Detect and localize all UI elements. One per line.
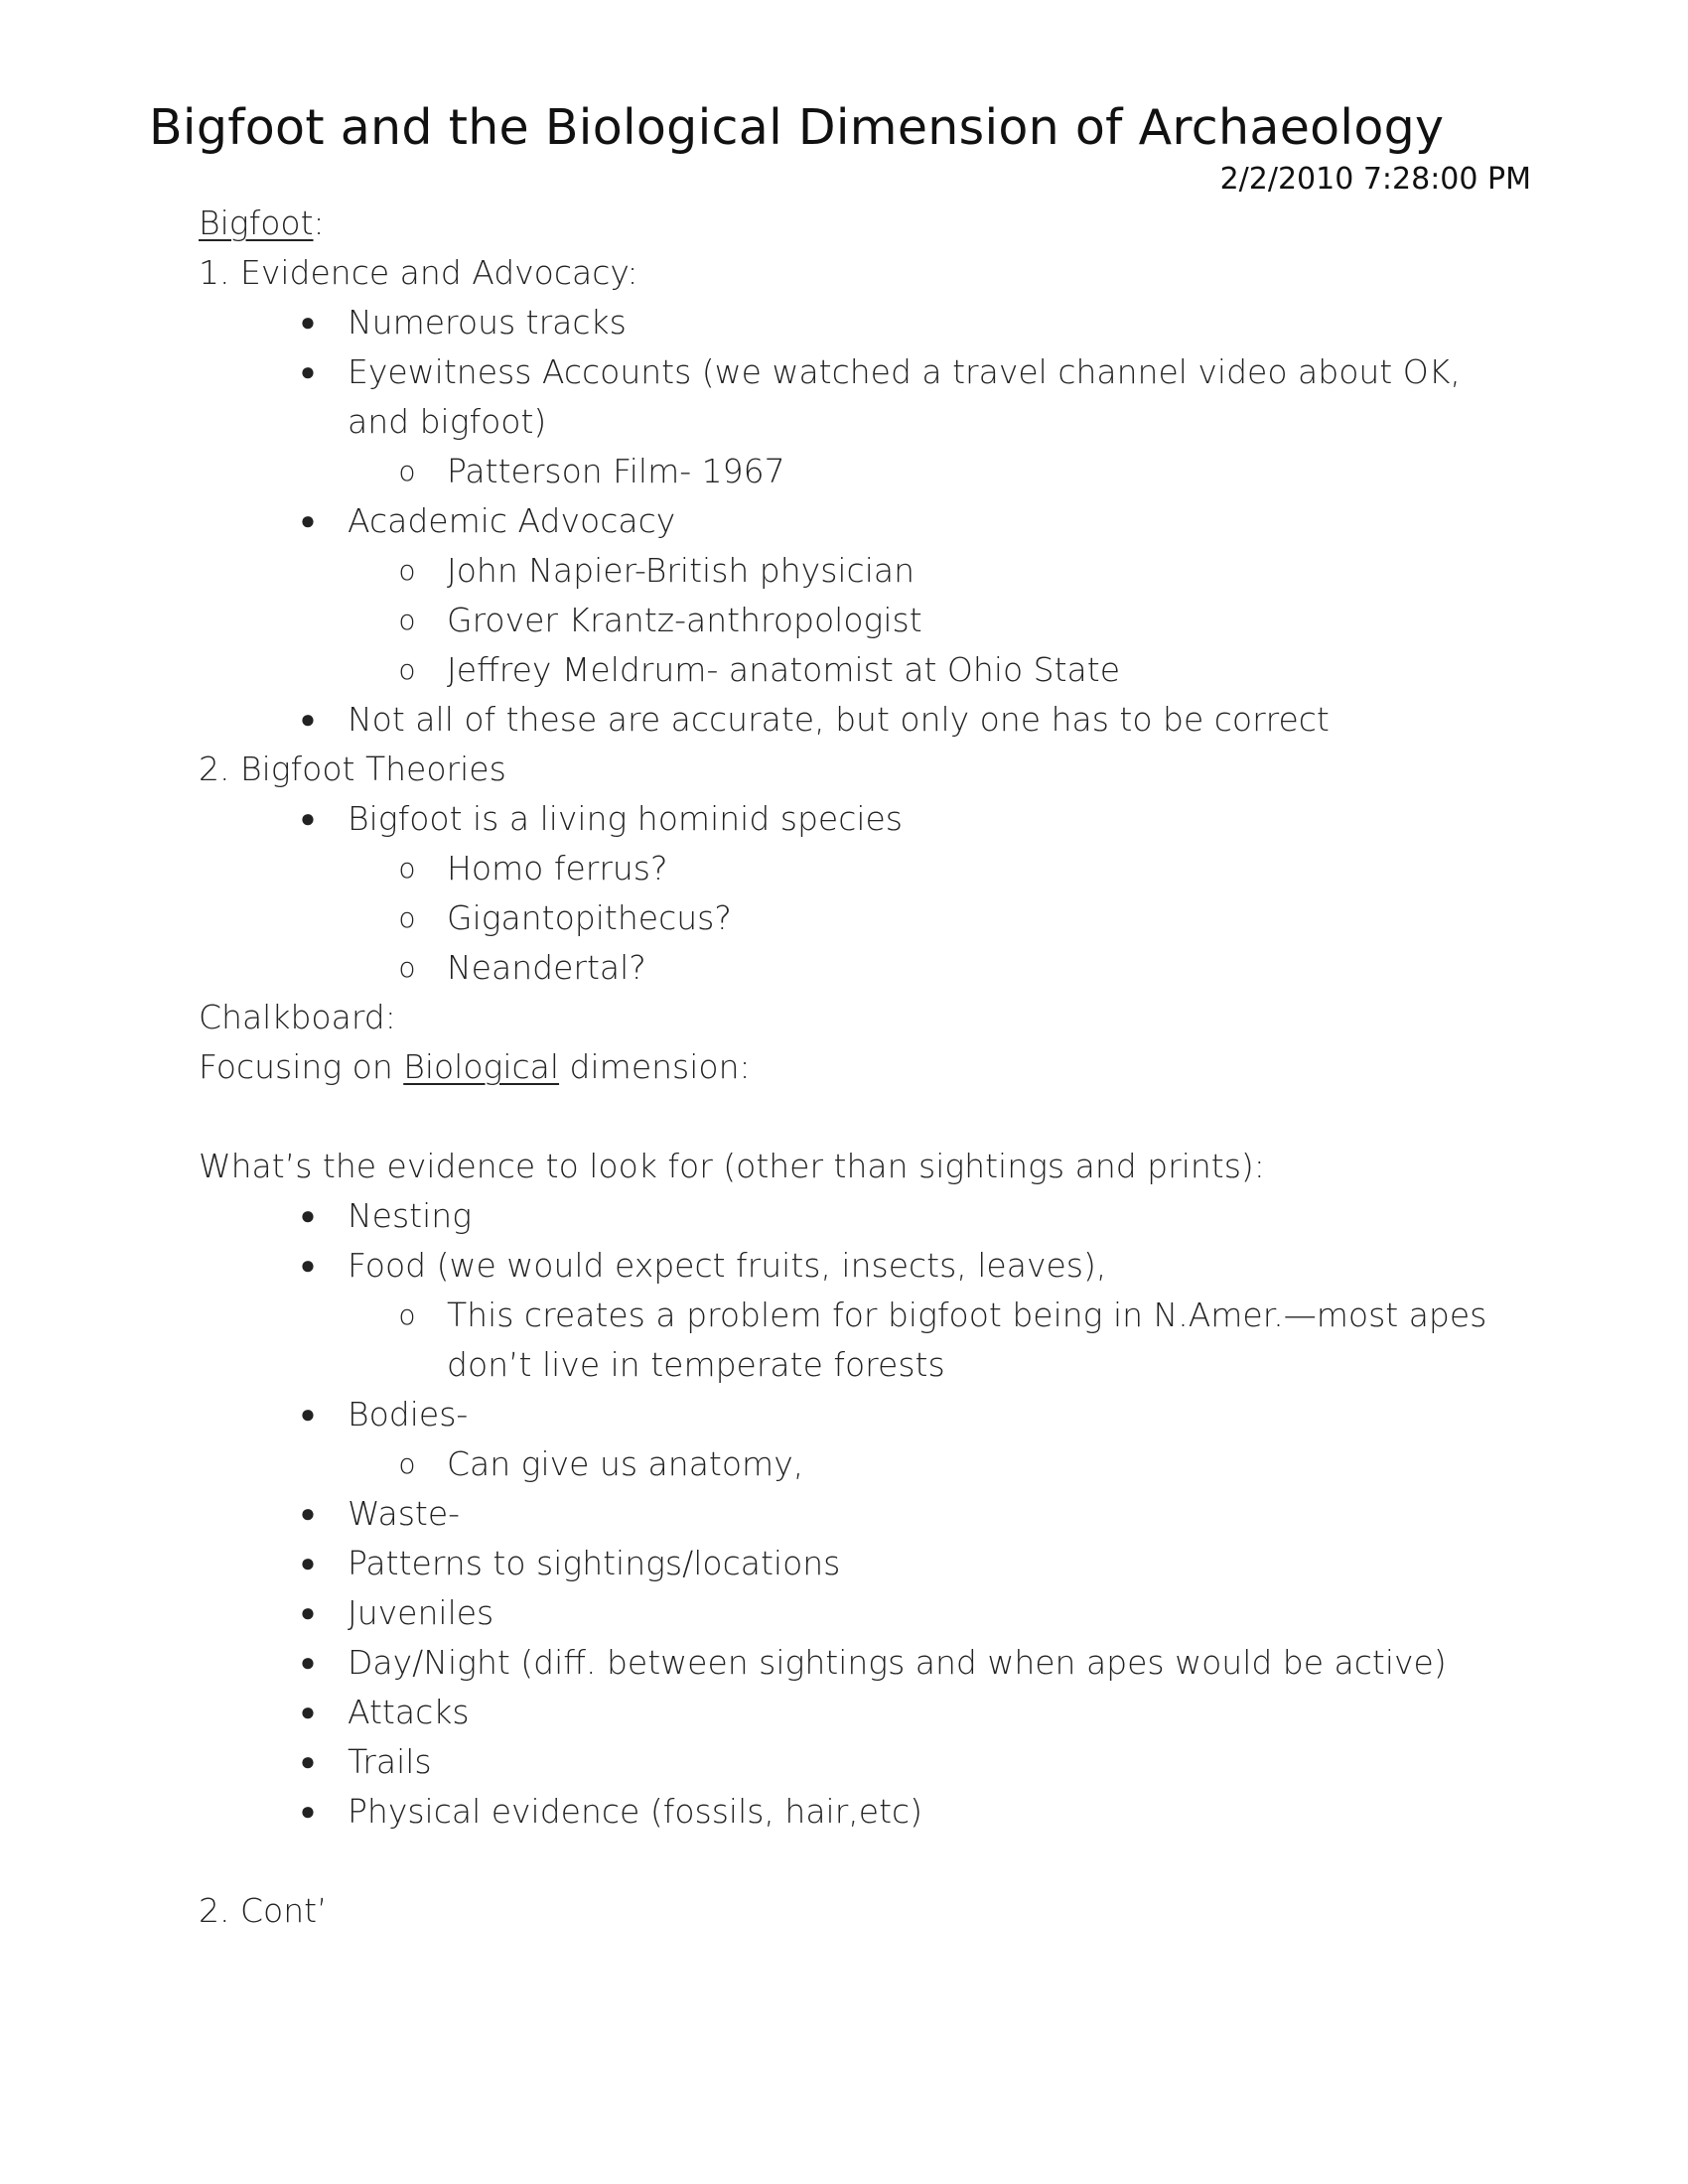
notes-body [199, 199, 1529, 1936]
bigfoot-heading-text: Bigfoot [199, 204, 314, 242]
bullet-icon: ● [300, 1400, 316, 1430]
list-item-text: Trails [348, 1742, 432, 1781]
sub-list-item-text: Can give us anatomy, [447, 1444, 804, 1483]
sub-list-item [199, 645, 1529, 695]
list-item [199, 1787, 1529, 1837]
list-item-text: Attacks [348, 1693, 470, 1731]
bullet-icon: ● [300, 1747, 316, 1777]
bullet-icon: ● [300, 1549, 316, 1578]
bullet-icon: ● [300, 804, 316, 834]
focus-prefix: Focusing on [199, 1047, 404, 1086]
list-item [199, 1191, 1529, 1241]
section-heading: 1. Evidence and Advocacy: [199, 253, 638, 292]
sub-list-item-text: Grover Krantz-anthropologist [447, 601, 922, 639]
list-item-text: Nesting [348, 1196, 473, 1235]
list-item-text: Day/Night (diff. between sightings and when apes would be active) [348, 1643, 1447, 1682]
list-item [199, 1737, 1529, 1787]
list-item [199, 347, 1529, 447]
blank-line [199, 1837, 1529, 1886]
chalkboard-heading: Chalkboard: [199, 998, 396, 1036]
list-item [199, 794, 1529, 844]
sub-list-item [199, 943, 1529, 993]
list-item-text: Numerous tracks [348, 303, 627, 341]
list-item-text: Juveniles [348, 1593, 494, 1632]
circle-bullet-icon: o [398, 554, 416, 587]
list-item [199, 1588, 1529, 1638]
sub-list-item-text: Gigantopithecus? [447, 898, 732, 937]
circle-bullet-icon: o [398, 653, 416, 686]
bigfoot-heading-colon: : [313, 204, 325, 242]
list-item-text: Eyewitness Accounts (we watched a travel channel video about OK, and bigfoot) [348, 352, 1461, 441]
timestamp: 2/2/2010 7:28:00 PM [1219, 162, 1531, 197]
circle-bullet-icon: o [398, 951, 416, 984]
list-item [199, 1638, 1529, 1688]
sub-list-item [199, 1291, 1529, 1390]
focus-suffix: dimension: [559, 1047, 751, 1086]
circle-bullet-icon: o [398, 901, 416, 934]
list-item-text: Food (we would expect fruits, insects, leaves), [348, 1246, 1107, 1285]
bullet-icon: ● [300, 1201, 316, 1231]
circle-bullet-icon: o [398, 1447, 416, 1480]
list-item [199, 298, 1529, 347]
evidence-question: What’s the evidence to look for (other than sightings and prints): [199, 1147, 1265, 1185]
sub-list-item [199, 546, 1529, 596]
list-item [199, 1241, 1529, 1291]
focus-word: Biological [403, 1047, 560, 1086]
bullet-icon: ● [300, 308, 316, 338]
bullet-icon: ● [300, 1251, 316, 1281]
list-item-text: Not all of these are accurate, but only one has to be correct [348, 700, 1330, 739]
list-item-text: Waste- [348, 1494, 461, 1533]
list-item [199, 1539, 1529, 1588]
blank-line [199, 1092, 1529, 1142]
sub-list-item-text: Patterson Film- 1967 [447, 452, 785, 490]
circle-bullet-icon: o [398, 1298, 416, 1331]
section-heading: 2. Bigfoot Theories [199, 750, 506, 788]
circle-bullet-icon: o [398, 852, 416, 885]
list-item-text: Bigfoot is a living hominid species [348, 799, 904, 838]
list-item-text: Patterns to sightings/locations [348, 1544, 841, 1582]
sub-list-item-text: John Napier-British physician [447, 551, 915, 590]
sub-list-item [199, 596, 1529, 645]
circle-bullet-icon: o [398, 455, 416, 487]
sub-list-item [199, 447, 1529, 496]
focus-line [199, 1042, 1529, 1092]
circle-bullet-icon: o [398, 604, 416, 636]
bullet-icon: ● [300, 1648, 316, 1678]
sub-list-item-text: This creates a problem for bigfoot being in N.Amer.—most apes don’t live in temperate forests [447, 1296, 1487, 1384]
list-item [199, 695, 1529, 745]
bullet-icon: ● [300, 357, 316, 387]
page-title: Bigfoot and the Biological Dimension of Archaeology [149, 99, 1445, 156]
bullet-icon: ● [300, 705, 316, 735]
continuation-heading: 2. Cont’ [199, 1891, 328, 1930]
sub-list-item [199, 1439, 1529, 1489]
sub-list-item-text: Jeffrey Meldrum- anatomist at Ohio State [447, 650, 1121, 689]
bigfoot-heading [199, 199, 1529, 248]
list-item [199, 1688, 1529, 1737]
bullet-icon: ● [300, 506, 316, 536]
list-item [199, 1489, 1529, 1539]
bullet-icon: ● [300, 1499, 316, 1529]
sub-list-item-text: Homo ferrus? [447, 849, 668, 887]
bullet-icon: ● [300, 1698, 316, 1727]
bullet-icon: ● [300, 1797, 316, 1827]
sub-list-item [199, 893, 1529, 943]
list-item [199, 1390, 1529, 1439]
list-item [199, 496, 1529, 546]
sub-list-item [199, 844, 1529, 893]
bullet-icon: ● [300, 1598, 316, 1628]
list-item-text: Bodies- [348, 1395, 469, 1433]
sub-list-item-text: Neandertal? [447, 948, 646, 987]
list-item-text: Physical evidence (fossils, hair,etc) [348, 1792, 923, 1831]
list-item-text: Academic Advocacy [348, 501, 676, 540]
